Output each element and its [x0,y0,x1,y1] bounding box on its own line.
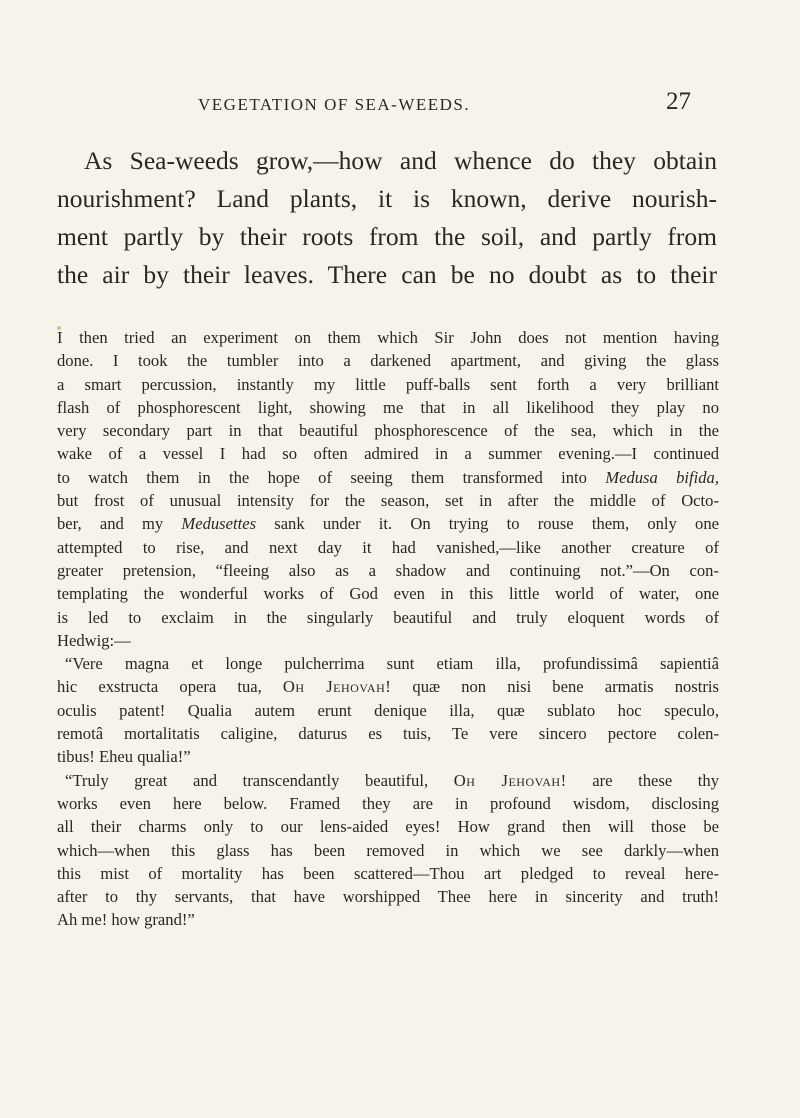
text-line [57,466,719,489]
english-quote-line: Ah me! how grand!” [57,910,195,930]
latin-quote-line: tibus! Eheu qualia!” [57,747,191,767]
english-quote-line: after to thy servants, that have worshipped Thee here in sincerity and truth! [57,887,719,907]
latin-quote-line: oculis patent! Qualia autem erunt denique illa, quæ sublato hoc speculo, [57,700,719,720]
english-quote-line [57,769,719,792]
text-line: attempted to rise, and next day it had vanished,—like another creature of [57,537,719,557]
english-quote-line: which—when this glass has been removed in which we see darkly—when [57,840,719,860]
text-segment: ber, and my [57,514,164,534]
text-line: As Sea-weeds grow,—how and whence do they obtain [84,146,717,175]
text-line: nourishment? Land plants, it is known, derive nourish- [57,184,717,213]
text-segment: are these thy [592,770,719,790]
english-quote-line: this mist of mortality has been scattered—Thou art pledged to reveal here- [57,863,719,883]
latin-quote-line [57,675,719,698]
text-line: Hedwig:— [57,630,131,650]
main-paragraph [57,142,717,294]
italic-term: Medusettes [181,514,257,534]
footnote-text [57,326,719,932]
english-quote-line: all their charms only to our lens-aided eyes! How grand then will those be [57,817,719,837]
small-caps-name: Oh Jehovah! [282,677,392,697]
text-line: very secondary part in that beautiful phosphorescence of the sea, which in the [57,421,719,441]
text-line: wake of a vessel I had so often admired in a summer evening.—I continued [57,444,719,464]
text-line [57,512,719,535]
text-line: I then tried an experiment on them which Sir John does not mention having [57,328,719,347]
english-quote-line: works even here below. Framed they are in profound wisdom, disclosing [57,793,719,813]
text-segment: hic exstructa opera tua, [57,677,262,697]
text-segment: “Truly great and transcendantly beautiful, [65,770,429,790]
small-caps-name: Oh Jehovah! [453,770,567,790]
text-line: greater pretension, “fleeing also as a shadow and continuing not.”—On con- [57,560,719,580]
text-segment: sank under it. On trying to rouse them, only one [274,514,719,534]
text-line: a smart percussion, instantly my little puff-balls sent forth a very brilliant [57,374,719,394]
text-line: the air by their leaves. There can be no doubt as to their [57,260,717,289]
text-segment: to watch them in the hope of seeing them transformed into [57,467,587,487]
latin-quote-line: remotâ mortalitatis caligine, daturus es tuis, Te vere sincero pectore colen- [57,724,719,744]
text-segment: quæ non nisi bene armatis nostris [412,677,719,697]
italic-species-name: Medusa bifida, [605,467,719,487]
text-line: is led to exclaim in the singularly beautiful and truly eloquent words of [57,607,719,627]
text-line: ment partly by their roots from the soil, and partly from [57,222,717,251]
text-line: done. I took the tumbler into a darkened apartment, and giving the glass [57,351,719,371]
text-line: flash of phosphorescent light, showing me that in all likelihood they play no [57,397,719,417]
page-number: 27 [666,88,691,115]
running-title: VEGETATION OF SEA-WEEDS. [198,95,471,114]
text-line: templating the wonderful works of God even in this little world of water, one [57,584,719,604]
latin-quote-line: “Vere magna et longe pulcherrima sunt etiam illa, profundissimâ sapientiâ [65,654,719,674]
text-line: but frost of unusual intensity for the season, set in after the middle of Octo- [57,491,719,511]
